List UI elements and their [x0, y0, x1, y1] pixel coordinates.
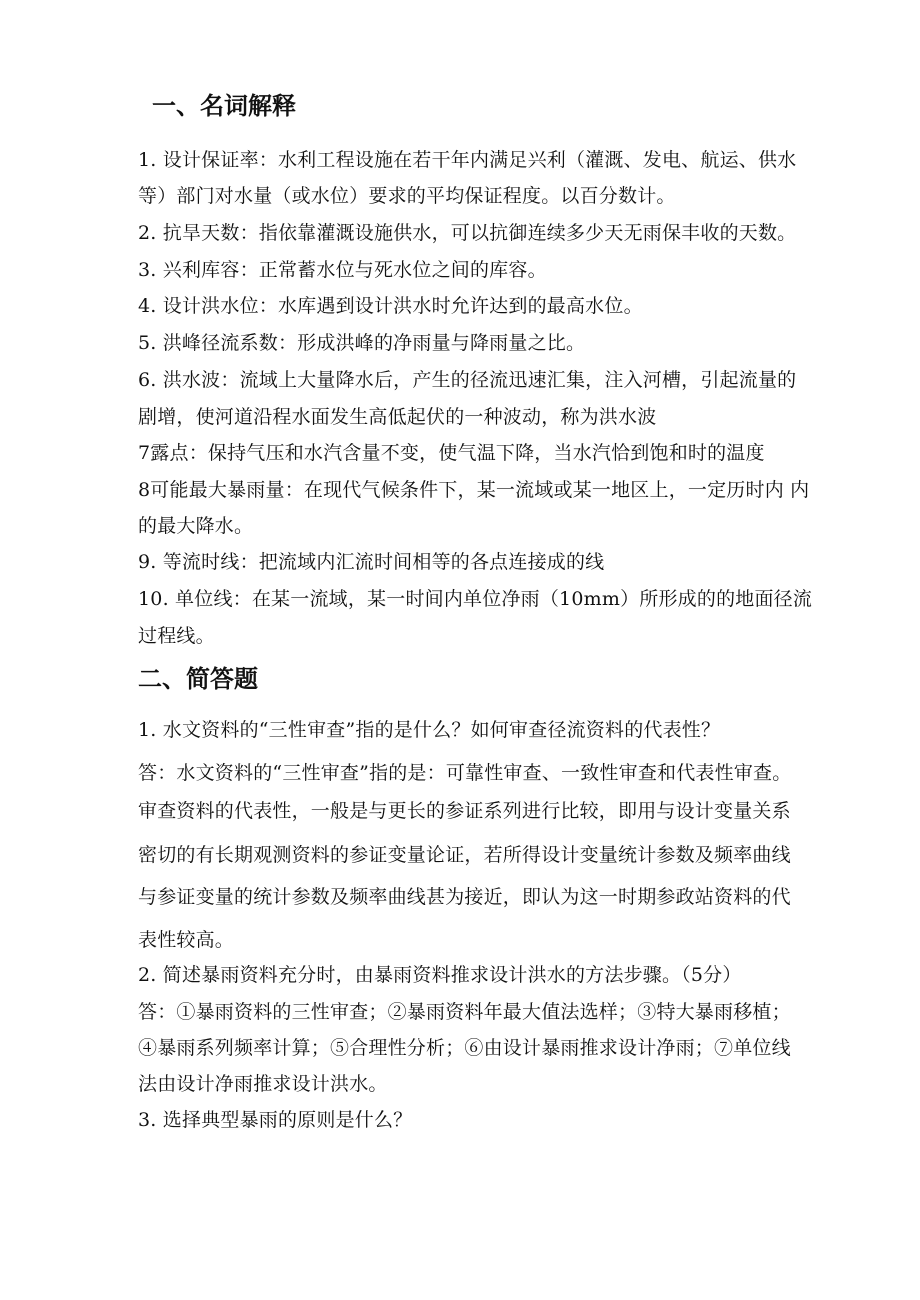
- text-line: 审查资料的代表性，一般是与更长的参证系列进行比较，即用与设计变量关系: [138, 800, 791, 822]
- text-line: 等）部门对水量（或水位）要求的平均保证程度。以百分数计。: [138, 185, 676, 207]
- text-line: 9. 等流时线：把流域内汇流时间相等的各点连接成的线: [138, 551, 605, 573]
- text-line: 2. 简述暴雨资料充分时，由暴雨资料推求设计洪水的方法步骤。（5分）: [138, 964, 742, 986]
- section-heading-short-answer: 二、简答题: [138, 665, 258, 693]
- text-line: 的最大降水。: [138, 515, 254, 537]
- text-line: 与参证变量的统计参数及频率曲线甚为接近，即认为这一时期参政站资料的代: [138, 886, 791, 908]
- text-line: 5. 洪峰径流系数：形成洪峰的净雨量与降雨量之比。: [138, 332, 586, 354]
- text-line: 剧增，使河道沿程水面发生高低起伏的一种波动，称为洪水波: [138, 406, 657, 428]
- text-line: 答：水文资料的“三性审查”指的是：可靠性审查、一致性审查和代表性审查。: [138, 762, 792, 784]
- text-line: 10. 单位线：在某一流域，某一时间内单位净雨（10mm）所形成的的地面径流: [138, 588, 813, 610]
- text-line: ④暴雨系列频率计算；⑤合理性分析；⑥由设计暴雨推求设计净雨；⑦单位线: [138, 1037, 791, 1059]
- text-line: 3. 兴利库容：正常蓄水位与死水位之间的库容。: [138, 259, 547, 281]
- text-line: 法由设计净雨推求设计洪水。: [138, 1073, 388, 1095]
- text-line: 6. 洪水波：流域上大量降水后，产生的径流迅速汇集，注入河槽，引起流量的: [138, 369, 797, 391]
- text-line: 4. 设计洪水位：水库遇到设计洪水时允许达到的最高水位。: [138, 295, 643, 317]
- text-line: 1. 设计保证率：水利工程设施在若干年内满足兴利（灌溉、发电、航运、供水: [138, 149, 797, 171]
- text-line: 8可能最大暴雨量：在现代气候条件下，某一流域或某一地区上，一定历时内 内: [138, 479, 810, 501]
- section-heading-terms: 一、名词解释: [152, 92, 296, 120]
- text-line: 密切的有长期观测资料的参证变量论证，若所得设计变量统计参数及频率曲线: [138, 844, 791, 866]
- text-line: 1. 水文资料的“三性审查”指的是什么？如何审查径流资料的代表性？: [138, 719, 721, 741]
- text-line: 过程线。: [138, 625, 215, 647]
- text-line: 答：①暴雨资料的三性审查；②暴雨资料年最大值法选样；③特大暴雨移植；: [138, 1001, 791, 1023]
- text-line: 3. 选择典型暴雨的原则是什么？: [138, 1109, 413, 1131]
- text-line: 2. 抗旱天数：指依靠灌溉设施供水，可以抗御连续多少天无雨保丰收的天数。: [138, 222, 797, 244]
- text-line: 7露点：保持气压和水汽含量不变，使气温下降，当水汽恰到饱和时的温度: [138, 442, 765, 464]
- text-line: 表性较高。: [138, 929, 235, 951]
